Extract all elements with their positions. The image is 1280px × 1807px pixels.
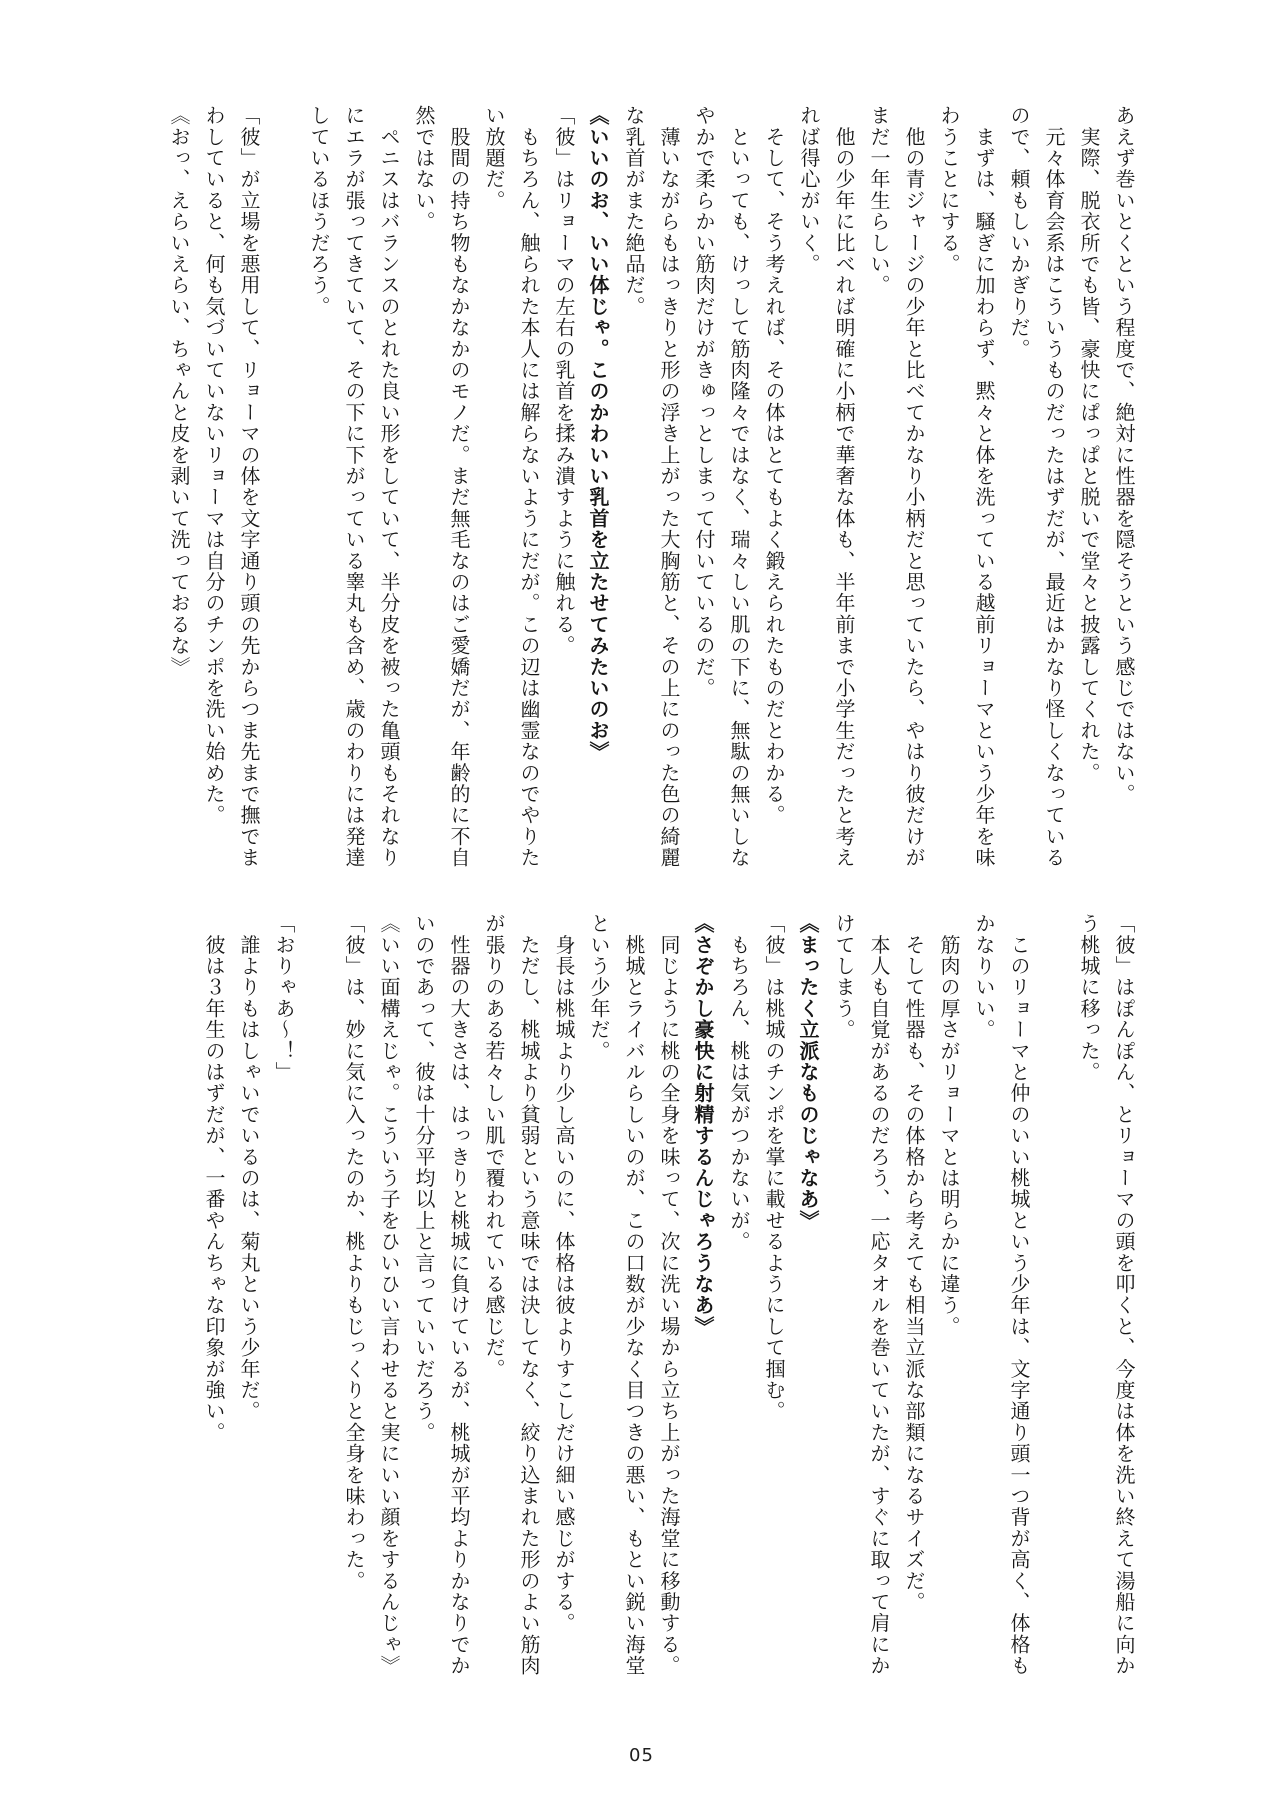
text-line: 然ではない。 [412,105,434,233]
text-line: 身長は桃城より少し高いのに、体格は彼よりすこしだけ細い感じがする。 [552,913,574,1634]
text-line: う桃城に移った。 [1077,913,1099,1083]
text-line: ただし、桃城より貧弱という意味では決してなく、絞り込まれた形のよい筋肉 [517,913,539,1677]
text-line: しているほうだろう。 [307,105,329,317]
text-line: れば得心がいく。 [797,105,819,275]
text-line: まずは、騒ぎに加わらず、黙々と体を洗っている越前リョーマという少年を味 [972,105,994,869]
text-line: 《さぞかし豪快に射精するんじゃろうなあ》 [691,913,715,1337]
text-line: が張りのある若々しい肌で覆われている感じだ。 [482,913,504,1380]
blank-line [1035,913,1070,1677]
text-line: 筋肉の厚さがリョーマとは明らかに違う。 [937,913,959,1337]
text-line: 薄いながらもはっきりと形の浮き上がった大胸筋と、その上にのった色の綺麗 [657,105,679,869]
text-line: 元々体育会系はこういうものだったはずだが、最近はかなり怪しくなっている [1042,105,1064,869]
text-line: 他の青ジャージの少年と比べてかなり小柄だと思っていたら、やはり彼だけが [902,105,924,869]
text-line: そして性器も、その体格から考えても相当立派な部類になるサイズだ。 [902,913,924,1613]
text-line: 他の少年に比べれば明確に小柄で華奢な体も、半年前まで小学生だったと考え [832,105,854,869]
text-line: 性器の大きさは、はっきりと桃城に負けているが、桃城が平均よりかなりでか [447,913,469,1677]
text-line: 「彼」は、妙に気に入ったのか、桃よりもじっくりと全身を味わった。 [342,913,364,1592]
text-line: 同じように桃の全身を味って、次に洗い場から立ち上がった海堂に移動する。 [657,913,679,1677]
text-line: 「おりゃあ～！」 [272,913,294,1083]
text-line: 股間の持ち物もなかなかのモノだ。まだ無毛なのはご愛嬌だが、年齢的に不自 [447,105,469,869]
text-line: やかで柔らかい筋肉だけがきゅっとしまって付いているのだ。 [692,105,714,699]
text-line: にエラが張ってきていて、その下に下がっている睾丸も含め、歳のわりには発達 [342,105,364,869]
text-line: あえず巻いとくという程度で、絶対に性器を隠そうという感じではない。 [1112,105,1134,805]
top-text-block [160,105,1140,869]
text-line: 《おっ、えらいえらい、ちゃんと皮を剥いて洗っておるな》 [167,105,189,678]
text-line: このリョーマと仲のいい桃城という少年は、文字通り頭一つ背が高く、体格も [1007,913,1029,1677]
text-line: ペニスはバランスのとれた良い形をしていて、半分皮を被った亀頭もそれなり [377,105,399,869]
text-line: そして、そう考えれば、その体はとてもよく鍛えられたものだとわかる。 [762,105,784,826]
text-line: 《まったく立派なものじゃなあ》 [796,913,820,1231]
text-line: といっても、けっして筋肉隆々ではなく、瑞々しい肌の下に、無駄の無いしな [727,105,749,869]
text-line: わうことにする。 [937,105,959,275]
text-line: ので、頼もしいかぎりだ。 [1007,105,1029,360]
text-line: けてしまう。 [832,913,854,1041]
text-line: という少年だ。 [587,913,609,1062]
text-line: 《いいのお、いい体じゃ。このかわいい乳首を立たせてみたいのお》 [586,105,610,763]
text-line: 本人も自覚があるのだろう、一応タオルを巻いていたが、すぐに取って肩にか [867,913,889,1677]
text-line: 実際、脱衣所でも皆、豪快にぱっぱと脱いで堂々と披露してくれた。 [1077,105,1099,784]
text-line: 桃城とライバルらしいのが、この口数が少なく目つきの悪い、もとい鋭い海堂 [622,913,644,1677]
text-line: かなりいい。 [972,913,994,1041]
text-line: まだ一年生らしい。 [867,105,889,296]
text-line: 《いい面構えじゃ。こういう子をひいひい言わせると実にいい顔をするんじゃ》 [377,913,399,1677]
text-line: 「彼」はぽんぽん、とリョーマの頭を叩くと、今度は体を洗い終えて湯船に向か [1112,913,1134,1677]
text-line: な乳首がまた絶品だ。 [622,105,644,317]
bottom-text-block [195,913,1140,1677]
text-line: 「彼」は桃城のチンポを掌に載せるようにして掴む。 [762,913,784,1422]
text-line: い放題だ。 [482,105,504,211]
text-line: もちろん、桃は気がつかないが。 [727,913,749,1253]
text-line: 「彼」が立場を悪用して、リョーマの体を文字通り頭の先からつま先まで撫でま [237,105,259,869]
text-line: もちろん、触られた本人には解らないようにだが。この辺は幽霊なのでやりた [517,105,539,869]
blank-line [300,913,335,1677]
page-number: 05 [629,1745,654,1766]
text-line: 誰よりもはしゃいでいるのは、菊丸という少年だ。 [237,913,259,1422]
text-line: わしていると、何も気づいていないリョーマは自分のチンポを洗い始めた。 [202,105,224,826]
text-line: いのであって、彼は十分平均以上と言っていいだろう。 [412,913,434,1443]
blank-line [265,105,300,869]
text-line: 「彼」はリョーマの左右の乳首を揉み潰すように触れる。 [552,105,574,657]
text-line: 彼は３年生のはずだが、一番やんちゃな印象が強い。 [202,913,224,1443]
